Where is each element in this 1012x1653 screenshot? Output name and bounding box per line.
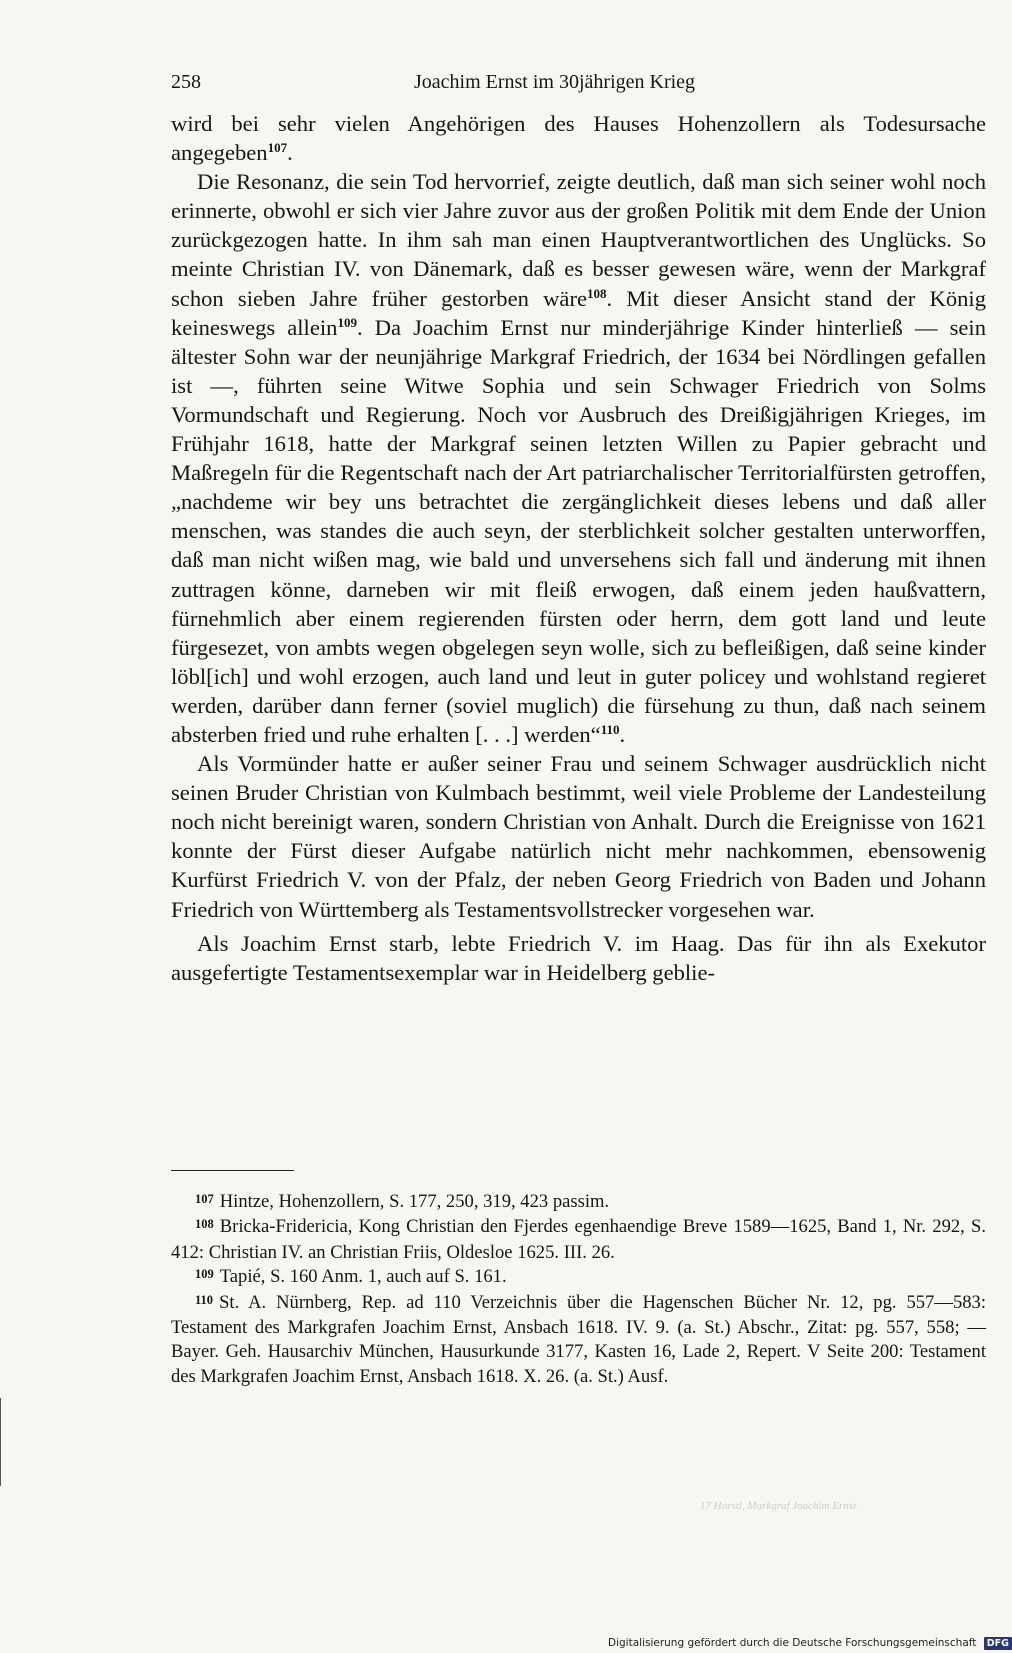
footnote-108 [171, 1215, 986, 1265]
footnote-separator [171, 1170, 294, 1171]
paragraph-1 [171, 109, 986, 167]
footnote-107 [171, 1190, 986, 1215]
bleed-through-text: 17 Horstl, Markgraf Joachim Ernst [700, 1500, 857, 1512]
footnotes [171, 1190, 986, 1389]
footnote-number: 107 [195, 1192, 214, 1206]
dfg-logo: DFG [984, 1637, 1012, 1650]
page-header [171, 68, 986, 96]
footnote-ref-109: 109 [337, 314, 357, 330]
footnote-text: Hintze, Hohenzollern, S. 177, 250, 319, 423 passim. [219, 1191, 610, 1212]
paragraph-1-tail: . [287, 140, 293, 166]
footnote-ref-107: 107 [267, 140, 288, 156]
running-head: Joachim Ernst im 30jährigen Krieg [414, 71, 696, 93]
digitization-credit-text: Digitalisierung gefördert durch die Deutsche Forschungsgemeinschaft [608, 1637, 977, 1649]
footnote-number: 108 [195, 1217, 214, 1232]
paragraph-2-text-c: . Da Joachim Ernst nur minderjährige Kinder hinterließ — sein ältester Sohn war der neunjährige Markgraf Friedrich, der 1634 bei Nördlingen gefallen ist —, führten seine Witwe Sophia und sein Schwager Friedrich von Solms Vormundschaft und Regierung. Noch vor Ausbruch des Dreißigjährigen Krieges, im Frühjahr 1618, hatte der Markgraf seinen letzten Willen zu Papier gebracht und Maßregeln für die Regentschaft nach der Art patriarchalischer Territorialfürsten getroffen, „nachdeme wir bey uns betrachtet die zergänglichkeit dieses lebens und daß aller menschen, was standes die auch seyn, der sterblichkeit solcher gestalten unterworffen, daß man nicht wißen mag, wie bald und unversehens sich fall und änderung mit ihnen zuttragen könne, darneben wir mit fleiß erwogen, daß einem jeden haußvattern, fürnehmlich aber einem regierenden fürsten oder herrn, dem gott land und leute fürgesezet, von ambts wegen obgelegen seyn wolle, sich zu befleißigen, daß seine kinder löbl[ich] und wohl erzogen, auch land und leut in guter policey und wohlstand regieret werden, darüber dann ferner (soviel muglich) die fürsehung zu thun, daß nach seinem absterben fried und ruhe erhalten [. . .] werden“ [171, 314, 986, 747]
paragraph-2-text-a: Die Resonanz, die sein Tod hervorrief, zeigte deutlich, daß man sich seiner wohl noch erinnerte, obwohl er sich vier Jahre zuvor aus der großen Politik mit dem Ende der Union zurückgezogen hatte. In ihm sah man einen Hauptverantwortlichen des Unglücks. So meinte Christian IV. von Dänemark, daß es besser gewesen wäre, wenn der Markgraf schon sieben Jahre früher gestorben wäre [171, 169, 986, 311]
footnote-text: Bricka-Fridericia, Kong Christian den Fjerdes egenhaendige Breve 1589—1625, Band 1, Nr. 292, S. 412: Christian IV. an Christian Friis, Oldesloe 1625. III. 26. [171, 1216, 986, 1263]
paragraph-4: Als Joachim Ernst starb, lebte Friedrich V. im Haag. Das für ihn als Exekutor ausgefertigte Testamentsexemplar war in Heidelberg geblie- [171, 930, 986, 985]
footnote-ref-110: 110 [600, 721, 620, 737]
page-number: 258 [171, 71, 201, 93]
footnote-text: St. A. Nürnberg, Rep. ad 110 Verzeichnis über die Hagenschen Bücher Nr. 12, pg. 557—583: Testament des Markgrafen Joachim Ernst, Ansbach 1618. IV. 9. (a. St.) Abschr., Zitat: pg. 557, 558; — Bayer. Geh. Hausarchiv München, Hausurkunde 3177, Kasten 16, Lade 2, Repert. V Seite 200: Testament des Markgrafen Joachim Ernst, Ansbach 1618. X. 26. (a. St.) Ausf. [171, 1291, 986, 1387]
paragraph-2 [171, 167, 986, 749]
main-text [171, 109, 986, 987]
scan-edge-line [0, 1398, 1, 1486]
footnote-number: 110 [195, 1292, 214, 1307]
digitization-credit [608, 1636, 1012, 1650]
footnote-ref-108: 108 [587, 285, 607, 301]
paragraph-2-text-d: . [619, 721, 626, 747]
paragraph-1-text: wird bei sehr vielen Angehörigen des Hauses Hohenzollern als Todesursache angegeben [171, 111, 986, 166]
footnote-110 [171, 1291, 986, 1390]
footnote-109 [171, 1265, 986, 1290]
paragraph-3: Als Vormünder hatte er außer seiner Frau und seinem Schwager ausdrücklich nicht seinen Bruder Christian von Kulmbach bestimmt, weil viele Probleme der Landesteilung noch nicht bereinigt waren, sondern Christian von Anhalt. Durch die Ereignisse von 1621 konnte der Fürst dieser Aufgabe natürlich nicht mehr nachkommen, ebensowenig Kurfürst Friedrich V. von der Pfalz, der neben Georg Friedrich von Baden und Johann Friedrich von Württemberg als Testamentsvollstrecker vorgesehen war. [171, 751, 986, 922]
paragraph-2-text-b: . Mit dieser Ansicht stand der König keineswegs allein [171, 285, 986, 340]
footnote-number: 109 [195, 1267, 214, 1282]
footnote-text: Tapié, S. 160 Anm. 1, auch auf S. 161. [219, 1266, 507, 1288]
